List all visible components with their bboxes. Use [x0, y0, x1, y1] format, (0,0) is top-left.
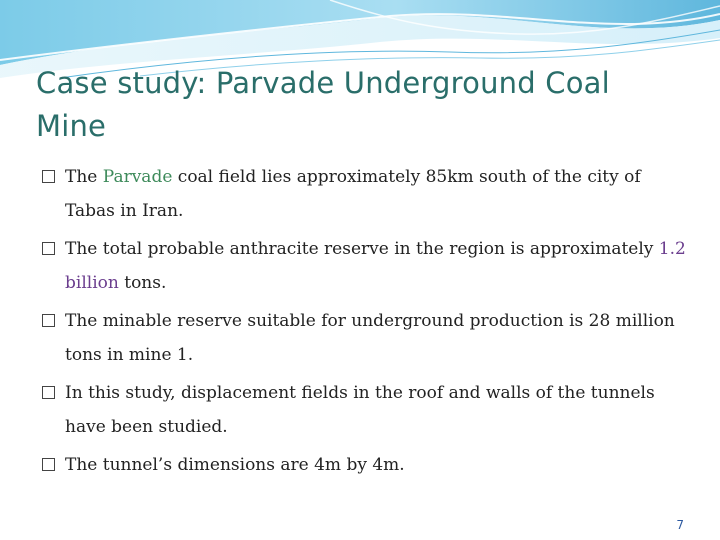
bullet-box-icon [42, 242, 55, 255]
bullet-box-icon [42, 458, 55, 471]
bullet-list [40, 160, 690, 486]
bullet-box-icon [42, 170, 55, 183]
bullet-item: The Parvade coal field lies approximately 85km south of the city of Tabas in Iran. [40, 160, 690, 228]
page-number: 7 [676, 518, 684, 532]
bullet-box-icon [42, 314, 55, 327]
bullet-item: In this study, displacement fields in the roof and walls of the tunnels have been studied. [40, 376, 690, 444]
highlight-term: 1.2 billion [65, 239, 686, 293]
highlight-term: Parvade [102, 167, 173, 187]
bullet-item: The total probable anthracite reserve in the region is approximately 1.2 billion tons. [40, 232, 690, 300]
bullet-item: The tunnel’s dimensions are 4m by 4m. [40, 448, 690, 482]
bullet-item: The minable reserve suitable for underground production is 28 million tons in mine 1. [40, 304, 690, 372]
bullet-box-icon [42, 386, 55, 399]
slide-title: Case study: Parvade Underground Coal Mine [36, 66, 610, 143]
